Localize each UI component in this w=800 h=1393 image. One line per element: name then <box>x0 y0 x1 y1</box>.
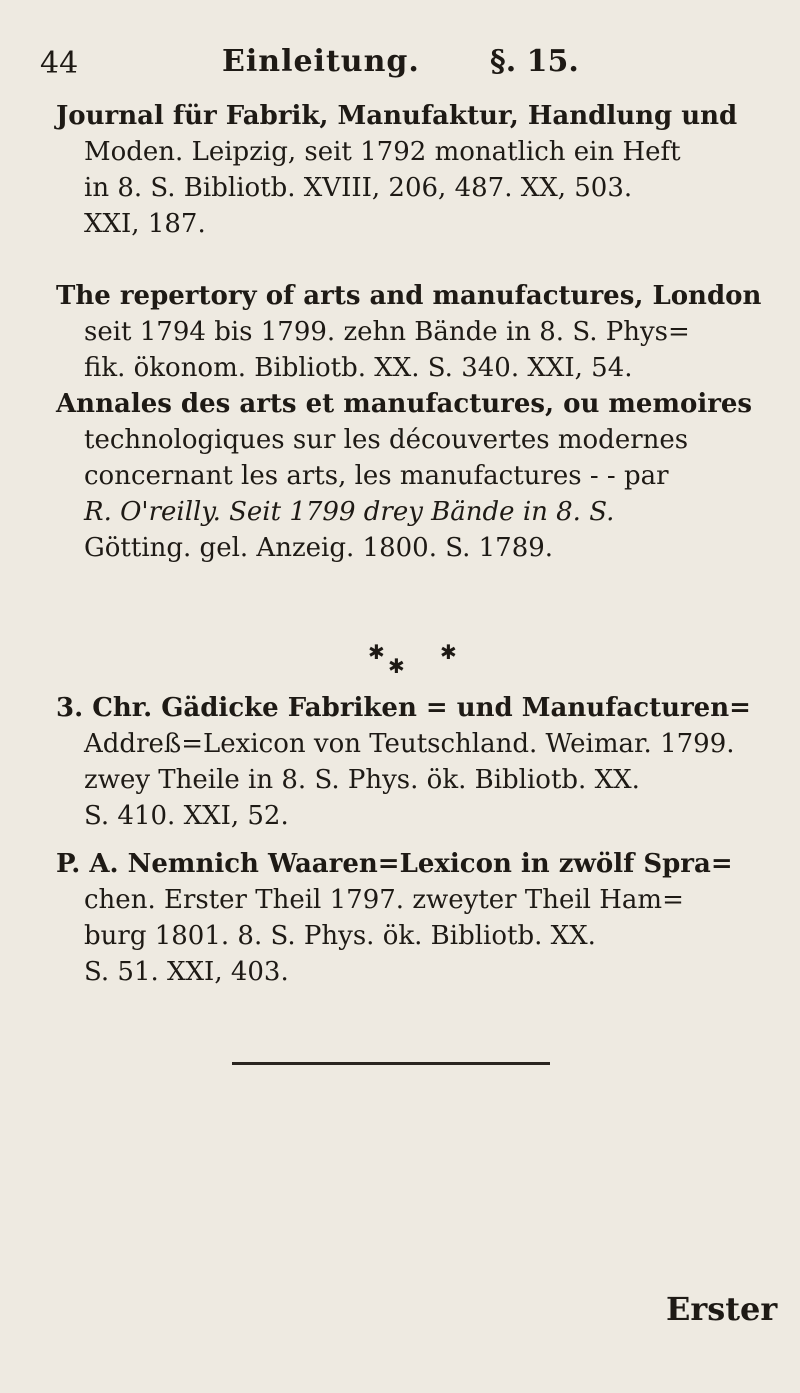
bibliography-entry <box>56 278 776 566</box>
entry-line: S. 51. XXI, 403. <box>84 957 289 987</box>
entry-line: 3. Chr. Gädicke Fabriken = und Manufacturen= <box>56 693 751 723</box>
entry-line: R. O'reilly. Seit 1799 drey Bände in 8. S. <box>84 497 615 527</box>
entry-line: burg 1801. 8. S. Phys. ök. Bibliotb. XX. <box>84 921 596 951</box>
entry-line: S. 410. XXI, 52. <box>84 801 289 831</box>
section-number: §. 15. <box>490 44 579 79</box>
entry-line: Journal für Fabrik, Manufaktur, Handlung und <box>56 101 738 131</box>
entry-line: zwey Theile in 8. S. Phys. ök. Bibliotb. XX. <box>84 765 640 795</box>
entry-line: Addreß=Lexicon von Teutschland. Weimar. 1799. <box>84 729 735 759</box>
star-icon: ✱ <box>440 640 457 664</box>
entry-line: Götting. gel. Anzeig. 1800. S. 1789. <box>84 533 554 563</box>
separator-stars <box>0 640 800 678</box>
star-icon: ✱ <box>388 654 405 678</box>
running-header <box>0 40 800 90</box>
entry-line: technologiques sur les découvertes modernes <box>84 425 689 455</box>
entry-line: concernant les arts, les manufactures - - par <box>84 461 669 491</box>
bibliography-entry <box>56 846 776 990</box>
entry-line: XXI, 187. <box>84 209 206 239</box>
entry-line: fik. ökonom. Bibliotb. XX. S. 340. XXI, 54. <box>84 353 633 383</box>
star-icon: ✱ <box>368 640 385 664</box>
page-number: 44 <box>40 46 79 81</box>
entry-line: in 8. S. Bibliotb. XVIII, 206, 487. XX, 503. <box>84 173 633 203</box>
bibliography-entry <box>56 98 776 242</box>
entry-line: chen. Erster Theil 1797. zweyter Theil Ham= <box>84 885 684 915</box>
entry-line: Annales des arts et manufactures, ou memoires <box>56 389 753 419</box>
entry-line: P. A. Nemnich Waaren=Lexicon in zwölf Spra= <box>56 849 733 879</box>
bibliography-entry <box>56 690 776 834</box>
catchword: Erster <box>666 1290 778 1328</box>
entry-line: Moden. Leipzig, seit 1792 monatlich ein Heft <box>84 137 681 167</box>
entry-line: The repertory of arts and manufactures, London <box>56 281 762 311</box>
entry-line: seit 1794 bis 1799. zehn Bände in 8. S. Phys= <box>84 317 690 347</box>
horizontal-rule <box>232 1062 550 1065</box>
running-title: Einleitung. <box>222 44 420 79</box>
